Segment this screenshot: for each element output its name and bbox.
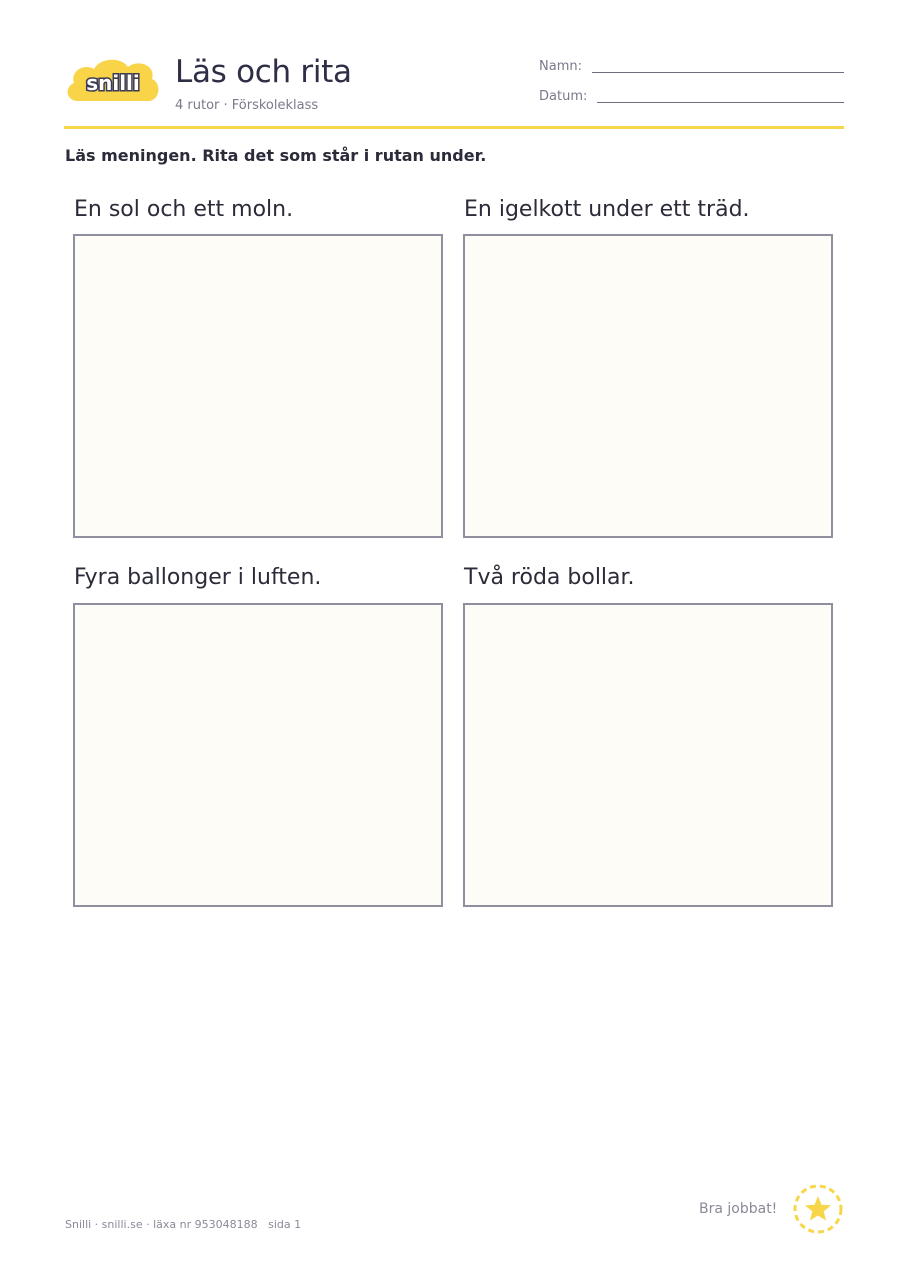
- panel-prompt-3: Fyra ballonger i luften.: [74, 565, 322, 590]
- name-field[interactable]: [592, 72, 844, 73]
- panel-prompt-2: En igelkott under ett träd.: [464, 197, 750, 222]
- name-label: Namn:: [539, 59, 582, 74]
- page-title: Läs och rita: [175, 54, 352, 90]
- footer-text: Snilli · snilli.se · läxa nr 953048188 sida 1: [65, 1218, 302, 1231]
- praise-text: Bra jobbat!: [699, 1201, 778, 1217]
- drawing-box-2[interactable]: [463, 234, 833, 538]
- panel-prompt-4: Två röda bollar.: [464, 565, 635, 590]
- instruction-text: Läs meningen. Rita det som står i rutan under.: [65, 146, 487, 165]
- logo-wordmark: snilli: [86, 71, 140, 95]
- drawing-box-1[interactable]: [73, 234, 443, 538]
- drawing-box-4[interactable]: [463, 603, 833, 907]
- header-divider: [64, 126, 844, 129]
- page-subtitle: 4 rutor · Förskoleklass: [175, 98, 319, 113]
- panel-prompt-1: En sol och ett moln.: [74, 197, 294, 222]
- date-field[interactable]: [597, 102, 844, 103]
- drawing-box-3[interactable]: [73, 603, 443, 907]
- date-label: Datum:: [539, 89, 588, 104]
- star-icon: [792, 1183, 844, 1235]
- snilli-logo: [64, 55, 162, 109]
